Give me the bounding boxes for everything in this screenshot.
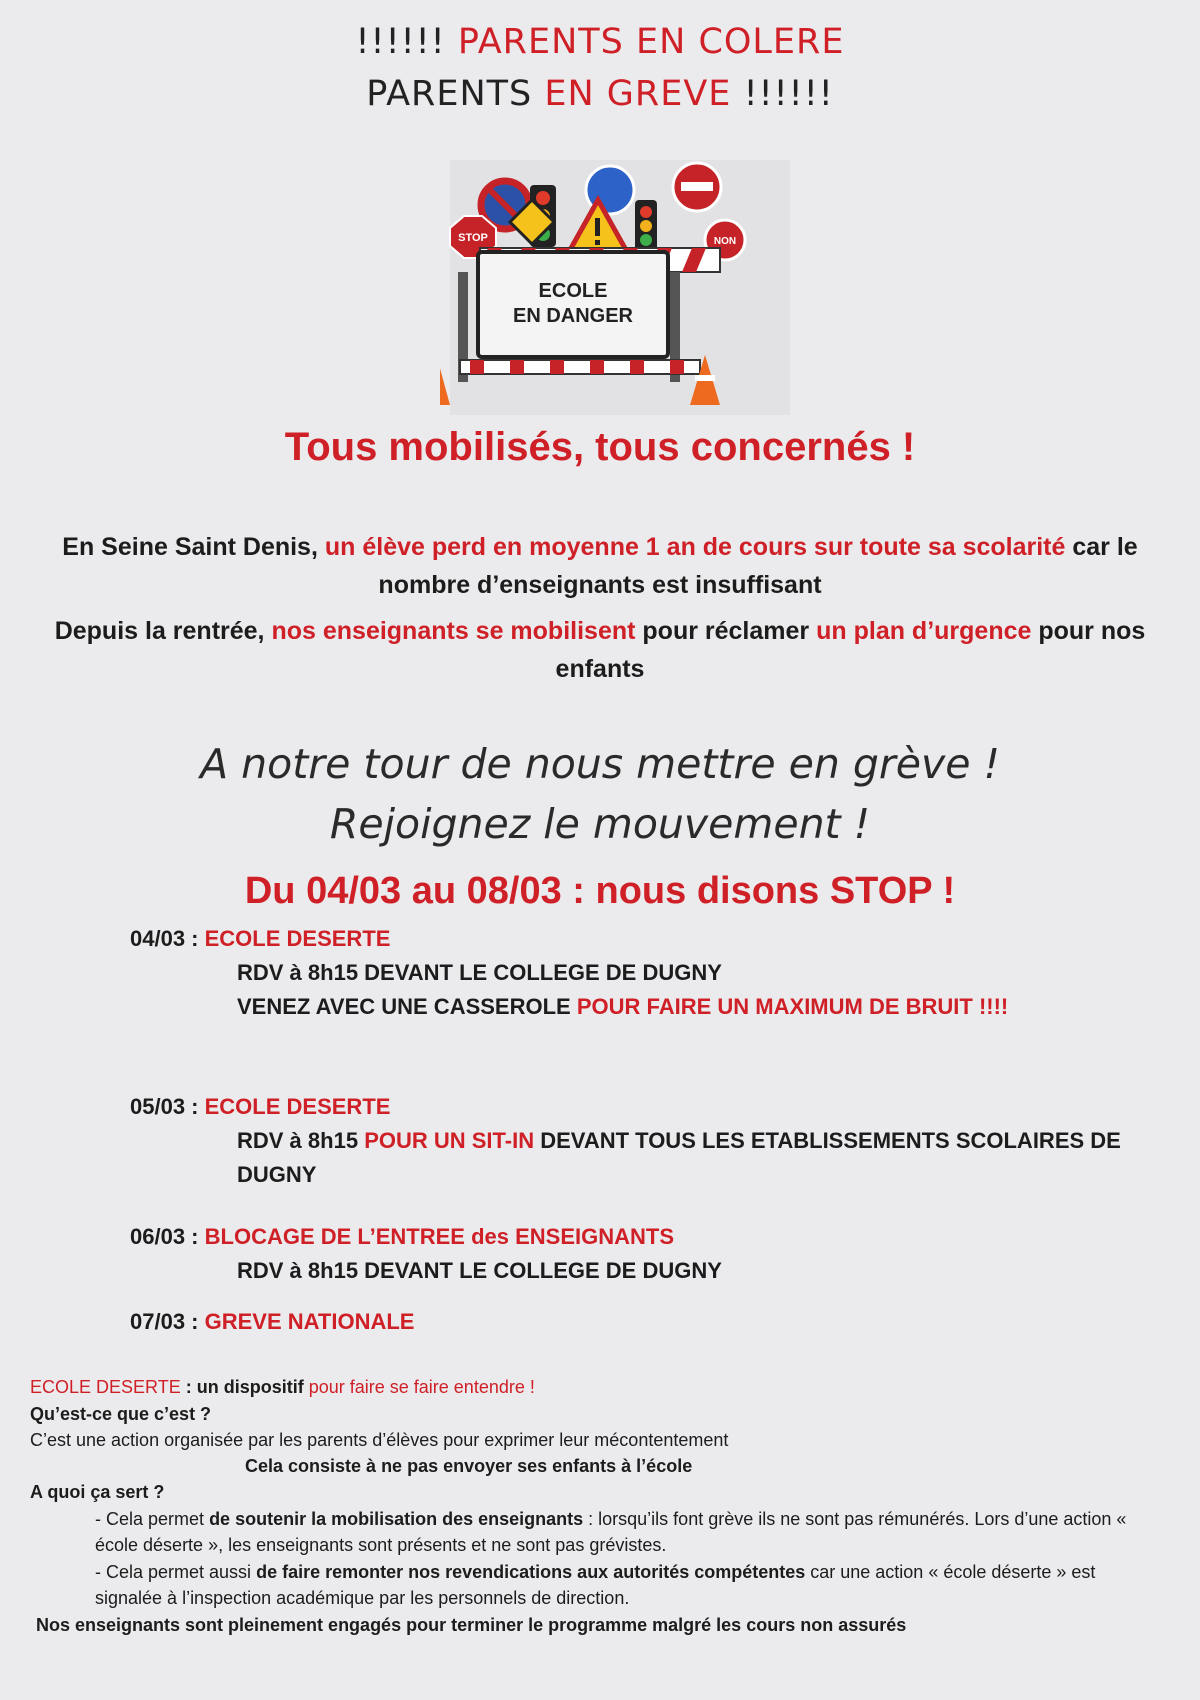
schedule-detail: RDV à 8h15 POUR UN SIT-IN DEVANT TOUS LES ETABLISSEMENTS SCOLAIRES DE DUGNY xyxy=(237,1128,1121,1187)
schedule-date: 04/03 : xyxy=(130,926,199,951)
info-question-1: Qu’est-ce que c’est ? xyxy=(30,1404,212,1424)
headline-text: EN GREVE xyxy=(544,74,732,114)
headline-line-1 xyxy=(0,22,1200,62)
info-ecole-deserte-heading: ECOLE DESERTE : un dispositif pour faire se faire entendre ! xyxy=(30,1377,535,1397)
panel-text-line-2: EN DANGER xyxy=(512,305,634,327)
schedule-date: 05/03 : xyxy=(130,1094,199,1119)
schedule-item xyxy=(130,1090,1130,1192)
info-bullet-1: - Cela permet de soutenir la mobilisation des enseignants : lorsqu’ils font grève ils ne sont pas rémunérés. Lors d’une action « école déserte », les enseignants sont présents et ne sont pas grévistes. xyxy=(95,1509,1127,1555)
schedule-event: BLOCAGE DE L’ENTREE des ENSEIGNANTS xyxy=(204,1224,675,1249)
schedule-event: ECOLE DESERTE xyxy=(204,926,391,951)
info-bullet-2: - Cela permet aussi de faire remonter nos revendications aux autorités compétentes car une action « école déserte » est signalée à l’inspection académique par les personnels de direction. xyxy=(95,1562,1096,1608)
schedule-item xyxy=(130,1220,1130,1288)
headline-line-2 xyxy=(0,74,1200,114)
schedule-detail: VENEZ AVEC UNE CASSEROLE POUR FAIRE UN MAXIMUM DE BRUIT !!!! xyxy=(237,994,1009,1019)
school-in-danger-illustration xyxy=(440,160,800,420)
schedule-event: ECOLE DESERTE xyxy=(204,1094,391,1119)
barrier-stripe-icon xyxy=(460,360,700,374)
slogan: Tous mobilisés, tous concernés ! xyxy=(284,425,916,469)
call-to-action-line-2: Rejoignez le mouvement ! xyxy=(329,800,871,848)
call-to-action-line-1: A notre tour de nous mettre en grève ! xyxy=(200,740,1000,788)
panel-text-line-1: ECOLE xyxy=(538,280,608,302)
intro-paragraph-1: En Seine Saint Denis, un élève perd en moyenne 1 an de cours sur toute sa scolarité car le nombre d’enseignants est insuffisant xyxy=(62,533,1138,599)
traffic-cone-icon xyxy=(440,350,450,405)
dates-title: Du 04/03 au 08/03 : nous disons STOP ! xyxy=(244,870,956,912)
info-closing: Nos enseignants sont pleinement engagés pour terminer le programme malgré les cours non assurés xyxy=(36,1615,907,1635)
headline-text: PARENTS xyxy=(366,74,533,114)
schedule-item xyxy=(130,922,1130,1024)
schedule-detail: RDV à 8h15 DEVANT LE COLLEGE DE DUGNY xyxy=(237,1258,722,1283)
non-sign-label: NON xyxy=(713,236,737,247)
schedule-item xyxy=(130,1305,1130,1339)
info-question-2: A quoi ça sert ? xyxy=(30,1482,165,1502)
info-answer-1: C’est une action organisée par les parents d’élèves pour exprimer leur mécontentement xyxy=(30,1430,729,1450)
exclamation-marks: !!!!!! xyxy=(743,74,834,114)
schedule-detail: RDV à 8h15 DEVANT LE COLLEGE DE DUGNY xyxy=(237,960,722,985)
headline-text: PARENTS EN xyxy=(457,22,687,62)
info-answer-1b: Cela consiste à ne pas envoyer ses enfants à l’école xyxy=(245,1456,693,1476)
stop-sign-label: STOP xyxy=(458,232,488,244)
exclamation-marks: !!!!!! xyxy=(355,22,446,62)
schedule-date: 07/03 : xyxy=(130,1309,199,1334)
schedule-date: 06/03 : xyxy=(130,1224,199,1249)
schedule-event: GREVE NATIONALE xyxy=(204,1309,415,1334)
headline-text: COLERE xyxy=(698,22,845,62)
intro-paragraph-2: Depuis la rentrée, nos enseignants se mobilisent pour réclamer un plan d’urgence pour nos enfants xyxy=(54,617,1146,683)
